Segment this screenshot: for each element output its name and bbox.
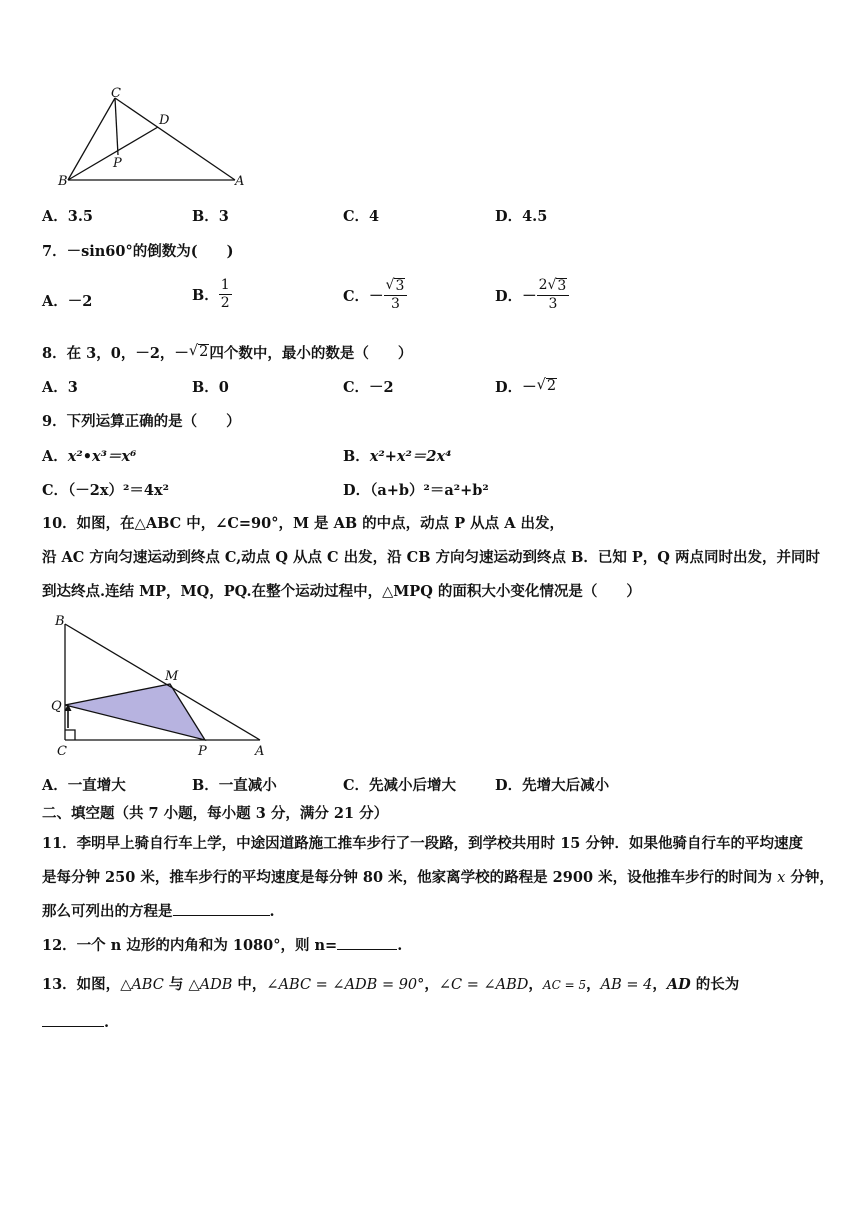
- q7-option-b[interactable]: [192, 278, 232, 310]
- q10-line-1: 10．如图，在△ABC 中，∠C=90°，M 是 AB 的中点，动点 P 从点 A 出发，: [42, 515, 565, 532]
- q8-option-c[interactable]: C．－2: [343, 379, 394, 396]
- label-P: P: [113, 156, 122, 171]
- q7-c-denominator: 3: [391, 296, 400, 313]
- q7-b-numerator: 1: [220, 277, 230, 293]
- q7-option-b-fraction: [219, 278, 232, 310]
- q13-and: 与: [163, 976, 189, 993]
- q13-answer-blank[interactable]: [42, 1012, 104, 1027]
- q9-option-c-expr: （－2x）²＝4x²: [68, 482, 169, 499]
- triangle-figure-1: [55, 85, 255, 195]
- q13-end: .: [104, 1014, 110, 1031]
- q7-option-a[interactable]: A．－2: [42, 293, 93, 310]
- q11-line-1: 11．李明早上骑自行车上学，中途因道路施工推车步行了一段路，到学校共用时 15 分钟．如果他骑自行车的平均速度: [42, 835, 803, 852]
- q6-option-a[interactable]: A．3.5: [42, 208, 93, 225]
- q7-stem: 7．－sin60°的倒数为( ): [42, 243, 234, 260]
- q7-b-denominator: 2: [220, 294, 230, 311]
- q9-option-a[interactable]: [42, 445, 137, 466]
- q11-line-3-text: 那么可列出的方程是: [42, 903, 173, 920]
- q6-option-c[interactable]: C．4: [343, 208, 380, 225]
- label-P: P: [198, 744, 207, 759]
- q13-sep-4: ，: [652, 976, 667, 993]
- q8-d-radicand: 2: [546, 378, 557, 395]
- q11-answer-blank[interactable]: [173, 901, 270, 916]
- q7-option-d-fraction: 2 √ 3 3: [537, 278, 570, 312]
- q13-equation-1: ∠ABC = ∠ADB = 90°: [266, 977, 425, 993]
- q13-post: 的长为: [690, 976, 740, 993]
- q13-triangle-abc: △ABC: [120, 977, 164, 993]
- q9-stem: 9．下列运算正确的是（ ）: [42, 413, 241, 430]
- q7-option-c-prefix: C．－: [343, 287, 384, 305]
- label-M: M: [165, 669, 179, 684]
- q8-stem-post: 四个数中，最小的数是（ ）: [209, 345, 413, 362]
- label-D: D: [159, 113, 170, 128]
- q13-sep-3: ，: [586, 976, 601, 993]
- q9-option-a-expr: x²•x³＝x⁶: [67, 448, 137, 465]
- q12-answer-blank[interactable]: [337, 935, 397, 950]
- q8-stem: 8．在 3，0，－2，－ √ 2 四个数中，最小的数是（ ）: [42, 343, 413, 362]
- q10-line-3: 到达终点.连结 MP，MQ，PQ.在整个运动过程中，△MPQ 的面积大小变化情况是（ ）: [42, 583, 641, 600]
- q13-mid: 中，: [232, 976, 267, 993]
- q7-d-denominator: 3: [548, 296, 558, 313]
- label-A: A: [255, 744, 265, 759]
- q12-line: [42, 934, 402, 955]
- q9-option-d-expr: （a+b）²＝a²+b²: [370, 482, 489, 499]
- q11-line-3: [42, 900, 275, 921]
- q9-option-c[interactable]: [42, 479, 169, 500]
- q13-equation-3: AC = 5: [542, 978, 587, 992]
- label-Q: Q: [51, 699, 62, 714]
- q10-line-2: 沿 AC 方向匀速运动到终点 C,动点 Q 从点 C 出发，沿 CB 方向匀速运动到终点 B．已知 P，Q 两点同时出发，并同时: [42, 549, 820, 566]
- triangle-mpq-shaded: [65, 684, 205, 740]
- q13-segment-ad: AD: [666, 976, 691, 993]
- q11-line-2-post: 分钟，: [785, 869, 834, 886]
- q10-option-b[interactable]: B．一直减小: [192, 777, 277, 794]
- q7-option-d-prefix: D．－: [495, 287, 537, 305]
- q8-option-d-prefix: D．－: [495, 379, 537, 396]
- q9-option-d[interactable]: [343, 479, 489, 500]
- q10-option-c[interactable]: C．先减小后增大: [343, 777, 457, 794]
- label-B: B: [58, 174, 68, 189]
- q8-option-a[interactable]: A．3: [42, 379, 78, 396]
- q13-sep-1: ，: [424, 976, 439, 993]
- q12-text: 12．一个 n 边形的内角和为 1080°，则 n=: [42, 937, 338, 954]
- q6-option-b[interactable]: B．3: [192, 208, 229, 225]
- q13-triangle-adb: △ADB: [188, 977, 233, 993]
- label-C: C: [111, 86, 121, 101]
- q7-option-d[interactable]: [495, 278, 569, 312]
- q7-c-radicand: 3: [395, 278, 405, 294]
- q11-variable-x: x: [777, 870, 786, 886]
- q13-equation-4: AB = 4: [600, 977, 653, 993]
- q8-stem-pre: 8．在 3，0，－2，－: [42, 345, 189, 362]
- label-A: A: [235, 174, 245, 189]
- label-C: C: [57, 744, 67, 759]
- q13-pre: 13．如图，: [42, 976, 121, 993]
- q7-d-radicand: 3: [557, 278, 567, 294]
- triangle-figure-2: [45, 610, 280, 760]
- q11-line-2: [42, 866, 834, 887]
- q7-option-b-prefix: B．: [192, 286, 219, 304]
- q10-option-a[interactable]: A．一直增大: [42, 777, 126, 794]
- q13-answer-line: [42, 1012, 109, 1031]
- section-2-title: 二、填空题（共 7 小题，每小题 3 分，满分 21 分）: [42, 805, 389, 822]
- label-B: B: [55, 614, 65, 629]
- q9-option-b-expr: x²+x²＝2x⁴: [369, 448, 452, 465]
- q7-option-c[interactable]: [343, 278, 407, 312]
- q7-d-coefficient: 2: [538, 277, 548, 293]
- q9-option-d-prefix: D．: [343, 482, 371, 499]
- q13-equation-2: ∠C = ∠ABD: [438, 977, 529, 993]
- q8-option-b[interactable]: B．0: [192, 379, 229, 396]
- q9-option-b-prefix: B．: [343, 448, 370, 465]
- q9-option-a-prefix: A．: [42, 448, 68, 465]
- q13-line: [42, 973, 739, 994]
- q12-end: .: [397, 937, 403, 954]
- q11-line-2-pre: 是每分钟 250 米，推车步行的平均速度是每分钟 80 米，他家离学校的路程是 2900 米，设他推车步行的时间为: [42, 869, 778, 886]
- q11-line-3-end: .: [269, 903, 275, 920]
- q9-option-b[interactable]: [343, 445, 452, 466]
- q13-sep-2: ，: [528, 976, 543, 993]
- q8-option-d[interactable]: D．－ √ 2: [495, 377, 557, 396]
- q7-option-c-fraction: √ 3 3: [384, 278, 408, 312]
- q6-option-d[interactable]: D．4.5: [495, 208, 548, 225]
- q9-option-c-prefix: C．: [42, 482, 69, 499]
- q10-option-d[interactable]: D．先增大后减小: [495, 777, 610, 794]
- q8-stem-radicand: 2: [199, 344, 209, 361]
